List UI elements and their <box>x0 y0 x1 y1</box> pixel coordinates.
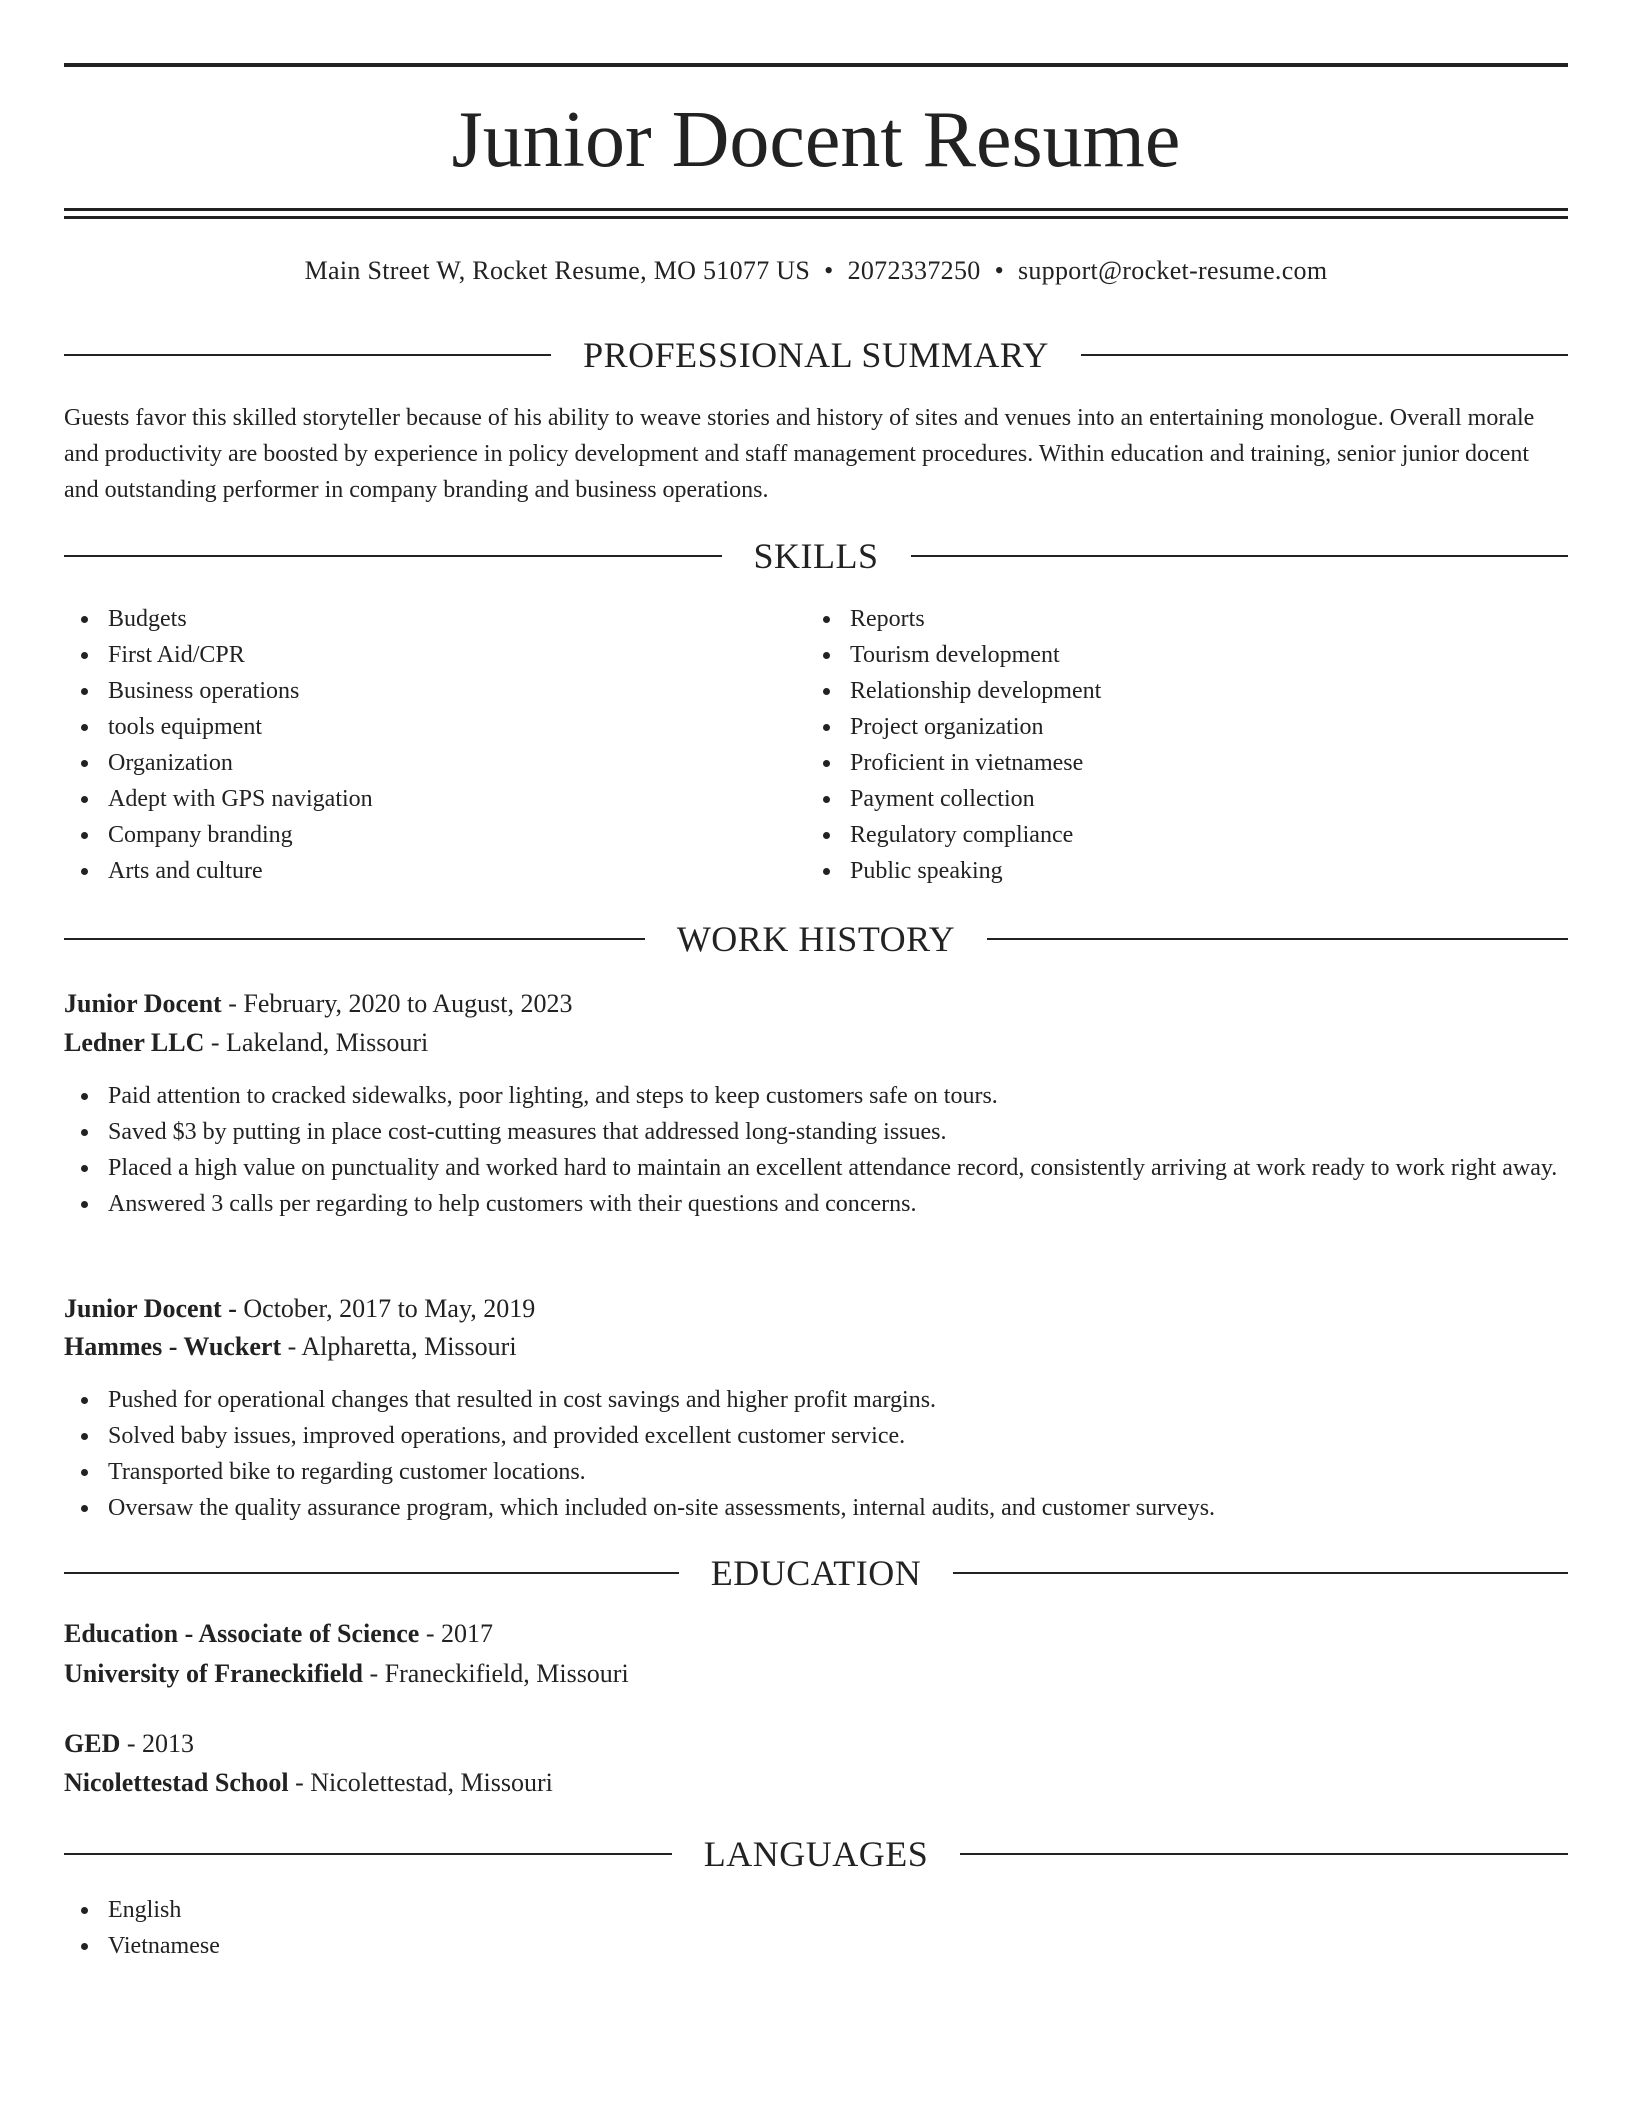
contact-email: support@rocket-resume.com <box>1017 256 1328 285</box>
job-company-line <box>64 1329 1568 1365</box>
education-location: Franeckifield, Missouri <box>384 1659 629 1688</box>
job-location: Lakeland, Missouri <box>226 1028 429 1057</box>
education-degree: Education - Associate of Science <box>64 1619 420 1648</box>
section-title-work: WORK HISTORY <box>676 919 956 959</box>
languages-list <box>64 1892 1568 1964</box>
skill-item: Public speaking <box>806 853 1506 889</box>
job-title-line <box>64 986 1568 1022</box>
section-rule <box>64 1572 679 1574</box>
section-header-languages <box>64 1834 1568 1874</box>
skill-item: First Aid/CPR <box>64 637 764 673</box>
job-title-line <box>64 1291 1568 1327</box>
skill-item: Business operations <box>64 673 764 709</box>
skill-item: Reports <box>806 601 1506 637</box>
section-title-languages: LANGUAGES <box>703 1834 929 1874</box>
section-rule <box>911 555 1569 557</box>
section-rule <box>64 555 722 557</box>
education-year: 2017 <box>440 1619 493 1648</box>
job-bullets <box>64 1078 1568 1222</box>
education-degree-line <box>64 1616 1568 1652</box>
section-header-skills <box>64 536 1568 576</box>
contact-separator: • <box>824 256 834 285</box>
education-school-line <box>64 1765 1568 1801</box>
skill-item: Arts and culture <box>64 853 764 889</box>
education-degree: GED <box>64 1729 121 1758</box>
title-rule-lower <box>64 216 1568 219</box>
skill-item: tools equipment <box>64 709 764 745</box>
skills-list-left <box>64 601 764 889</box>
skill-item: Organization <box>64 745 764 781</box>
section-title-education: EDUCATION <box>710 1553 922 1593</box>
job-location: Alpharetta, Missouri <box>301 1332 517 1361</box>
job-company-line <box>64 1025 1568 1061</box>
education-school: University of Franeckifield <box>64 1659 363 1688</box>
contact-address: Main Street W, Rocket Resume, MO 51077 US <box>304 256 811 285</box>
section-title-summary: PROFESSIONAL SUMMARY <box>583 335 1049 375</box>
job-bullet: Oversaw the quality assurance program, which included on-site assessments, internal audits, and customer surveys. <box>64 1490 1568 1526</box>
job-title: Junior Docent <box>64 1294 222 1323</box>
summary-text: Guests favor this skilled storyteller because of his ability to weave stories and history of sites and venues into an entertaining monologue. Overall morale and productivity are boosted by experience in policy development and staff management procedures. Within education and training, senior junior docent and outstanding performer in company branding and business operations. <box>64 405 1535 503</box>
section-rule <box>953 1572 1568 1574</box>
education-school: Nicolettestad School <box>64 1768 289 1797</box>
section-header-summary <box>64 335 1568 375</box>
section-rule <box>64 1853 672 1855</box>
skill-item: Relationship development <box>806 673 1506 709</box>
education-school-line <box>64 1656 1568 1692</box>
section-header-work <box>64 919 1568 959</box>
job-bullets <box>64 1382 1568 1526</box>
education-dash: - <box>120 1729 143 1758</box>
job-company: Ledner LLC <box>64 1028 205 1057</box>
job-bullet: Placed a high value on punctuality and worked hard to maintain an excellent attendance record, consistently arriving at work ready to work right away. <box>64 1150 1568 1186</box>
section-rule <box>64 354 551 356</box>
skill-item: Budgets <box>64 601 764 637</box>
skill-item: Company branding <box>64 817 764 853</box>
job-bullet: Solved baby issues, improved operations, and provided excellent customer service. <box>64 1418 1568 1454</box>
contact-line <box>64 254 1568 288</box>
education-dash: - <box>362 1659 385 1688</box>
job-dates: October, 2017 to May, 2019 <box>243 1294 536 1323</box>
job-title: Junior Docent <box>64 989 222 1018</box>
job-bullet: Saved $3 by putting in place cost-cutting measures that addressed long-standing issues. <box>64 1114 1568 1150</box>
education-location: Nicolettestad, Missouri <box>310 1768 553 1797</box>
job-bullet: Paid attention to cracked sidewalks, poor lighting, and steps to keep customers safe on tours. <box>64 1078 1568 1114</box>
skills-list-right <box>806 601 1506 889</box>
section-header-education <box>64 1553 1568 1593</box>
top-rule <box>64 63 1568 67</box>
skill-item: Proficient in vietnamese <box>806 745 1506 781</box>
contact-separator: • <box>994 256 1004 285</box>
section-rule <box>64 938 645 940</box>
job-dash: - <box>221 1294 244 1323</box>
section-title-skills: SKILLS <box>753 536 879 576</box>
job-bullet: Pushed for operational changes that resulted in cost savings and higher profit margins. <box>64 1382 1568 1418</box>
job-dates: February, 2020 to August, 2023 <box>243 989 573 1018</box>
section-rule <box>1081 354 1568 356</box>
job-dash: - <box>204 1028 227 1057</box>
education-dash: - <box>419 1619 441 1648</box>
job-dash: - <box>221 989 244 1018</box>
language-item: English <box>64 1892 1568 1928</box>
education-year: 2013 <box>142 1729 195 1758</box>
job-dash: - <box>281 1332 302 1361</box>
skill-item: Project organization <box>806 709 1506 745</box>
skill-item: Regulatory compliance <box>806 817 1506 853</box>
skill-item: Adept with GPS navigation <box>64 781 764 817</box>
skill-item: Tourism development <box>806 637 1506 673</box>
education-degree-line <box>64 1726 1568 1762</box>
education-dash: - <box>288 1768 311 1797</box>
skill-item: Payment collection <box>806 781 1506 817</box>
section-rule <box>987 938 1568 940</box>
job-bullet: Answered 3 calls per regarding to help customers with their questions and concerns. <box>64 1186 1568 1222</box>
resume-title: Junior Docent Resume <box>451 96 1181 184</box>
section-rule <box>960 1853 1568 1855</box>
contact-phone: 2072337250 <box>847 256 981 285</box>
job-bullet: Transported bike to regarding customer locations. <box>64 1454 1568 1490</box>
title-rule-upper <box>64 208 1568 211</box>
language-item: Vietnamese <box>64 1928 1568 1964</box>
job-company: Hammes - Wuckert <box>64 1332 282 1361</box>
